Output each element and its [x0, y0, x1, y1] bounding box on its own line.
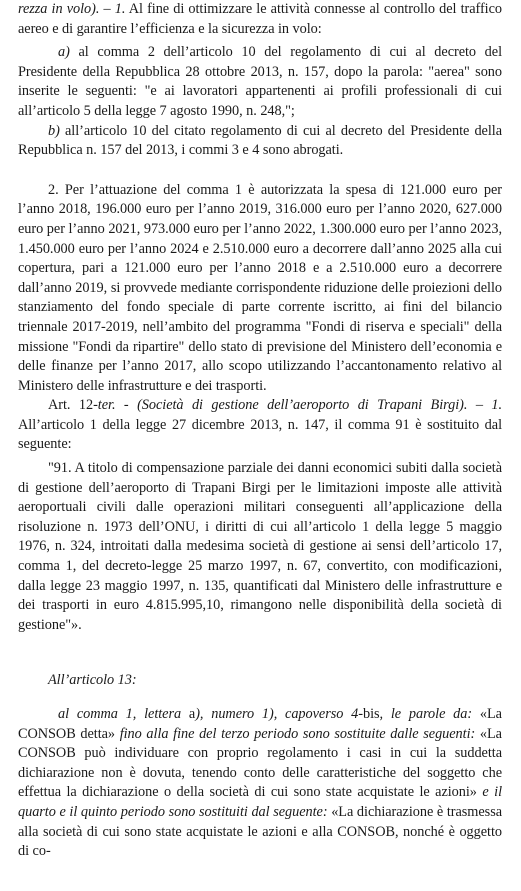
art13-heading: All’articolo 13:: [48, 672, 137, 689]
art13-p1-italic-5: e il quarto e il quinto periodo sono sostituiti dal seguente:: [18, 784, 502, 820]
item-b-text: all’articolo 10 del citato regolamento di cui al decreto del Presidente della Repubblica n. 157 del 2013, i commi 3 e 4 sono abrogati.: [18, 122, 502, 159]
art12ter-text: All’articolo 1 della legge 27 dicembre 2013, n. 147, il comma 91 è sostituito dal seguente:: [18, 416, 502, 453]
art13-p1-italic-4: fino alla fine del terzo periodo sono sostituite dalle seguenti:: [119, 725, 476, 742]
art12ter-label: Art. 12-: [48, 397, 98, 414]
art12bis-intro-text: Al fine di ottimizzare le attività connesse al controllo del traffico aereo e di garantire l’efficienza e la sicurezza in volo:: [18, 1, 502, 37]
item-a: [18, 43, 502, 121]
art13-p1-bis: bis: [362, 706, 380, 722]
art13-p1-quote-3: «La dichiarazione è trasmessa alla società di cui sono state acquistate le azioni e alla CONSOB, nonché è oggetto di co-: [18, 803, 502, 860]
art13-p1-italic-2: ), numero 1), capoverso 4-: [195, 706, 363, 722]
comma2-paragraph: 2. Per l’attuazione del comma 1 è autorizzata la spesa di 121.000 euro per l’anno 2018, 196.000 euro per l’anno 2019, 316.000 euro per l’anno 2020, 627.000 euro per l’anno 2021, 973.000 euro per l’anno 2022, 1.300.000 euro per l’anno 2023, 1.450.000 euro per l’anno 2024 e 2.510.000 euro a decorrere dall’anno 2025 alla cui copertura, pari a 121.000 euro per l’anno 2018 e a 2.510.000 euro a decorrere dall’anno 2019, si provvede mediante corrispondente riduzione delle proiezioni dello stanziamento del fondo speciale di parte corrente iscritto, ai fini del bilancio triennale 2017-2019, nell’ambito del programma "Fondi di riserva e speciali" della missione "Fondi da ripartire" dello stato di previsione del Ministero dell’economia e delle finanze per l’anno 2017, allo scopo utilizzando l’accantonamento relativo al Ministero delle infrastrutture e dei trasporti.: [18, 181, 502, 394]
document-page: [18, 0, 502, 862]
art12ter-title: . - (Società di gestione dell’aeroporto di Trapani Birgi). – 1.: [111, 397, 502, 414]
art12ter-heading: [18, 396, 502, 455]
art13-p1-quote-2: «La CONSOB può individuare con proprio regolamento i casi in cui la suddetta dichiarazione non è dovuta, tenendo conto delle caratteristiche del soggetto che effettua la dichiarazione o della società di cui sono state acquistate le azioni»: [18, 725, 502, 801]
item-b: [18, 122, 502, 161]
item-a-label: a): [58, 44, 70, 61]
art13-comma1-paragraph: [18, 705, 502, 862]
art13-p1-italic-1: al comma 1, lettera: [58, 706, 189, 722]
art13-p1-quote-1: «La CONSOB detta»: [18, 706, 502, 742]
item-a-text: al comma 2 dell’articolo 10 del regolamento di cui al decreto del Presidente della Repubblica 28 ottobre 2013, n. 157, dopo la parola: "aerea" sono inserite le seguenti: "e ai lavoratori appartenenti ai profili professionali di cui all’articolo 5 della legge 7 agosto 1990, n. 248,";: [18, 44, 502, 119]
art12bis-comma1-intro: [18, 0, 502, 39]
art12ter-ter: ter: [97, 397, 112, 414]
art13-p1-italic-3: , le parole da:: [379, 706, 473, 722]
item-b-label: b): [48, 122, 60, 139]
art12bis-intro-italic: rezza in volo). – 1.: [18, 1, 126, 17]
comma91-paragraph: "91. A titolo di compensazione parziale dei danni economici subiti dalla società di gestione dell’aeroporto di Trapani Birgi per le limitazioni imposte alle attività aeroportuali civili dalle operazioni militari conseguenti all’applicazione della risoluzione n. 1973 dell’ONU, i diritti di cui all’articolo 1 della legge 5 maggio 1976, n. 324, introitati dalla medesima società di gestione ai sensi dell’articolo 17, comma 1, del decreto-legge 25 marzo 1997, n. 67, convertito, con modificazioni, dalla legge 23 maggio 1997, n. 135, quantificati dal Ministero delle infrastrutture e dei trasporti in euro 4.815.995,10, rimangono nelle disponibilità della società di gestione"».: [18, 460, 502, 633]
art13-p1-letter-a: a: [188, 706, 196, 722]
